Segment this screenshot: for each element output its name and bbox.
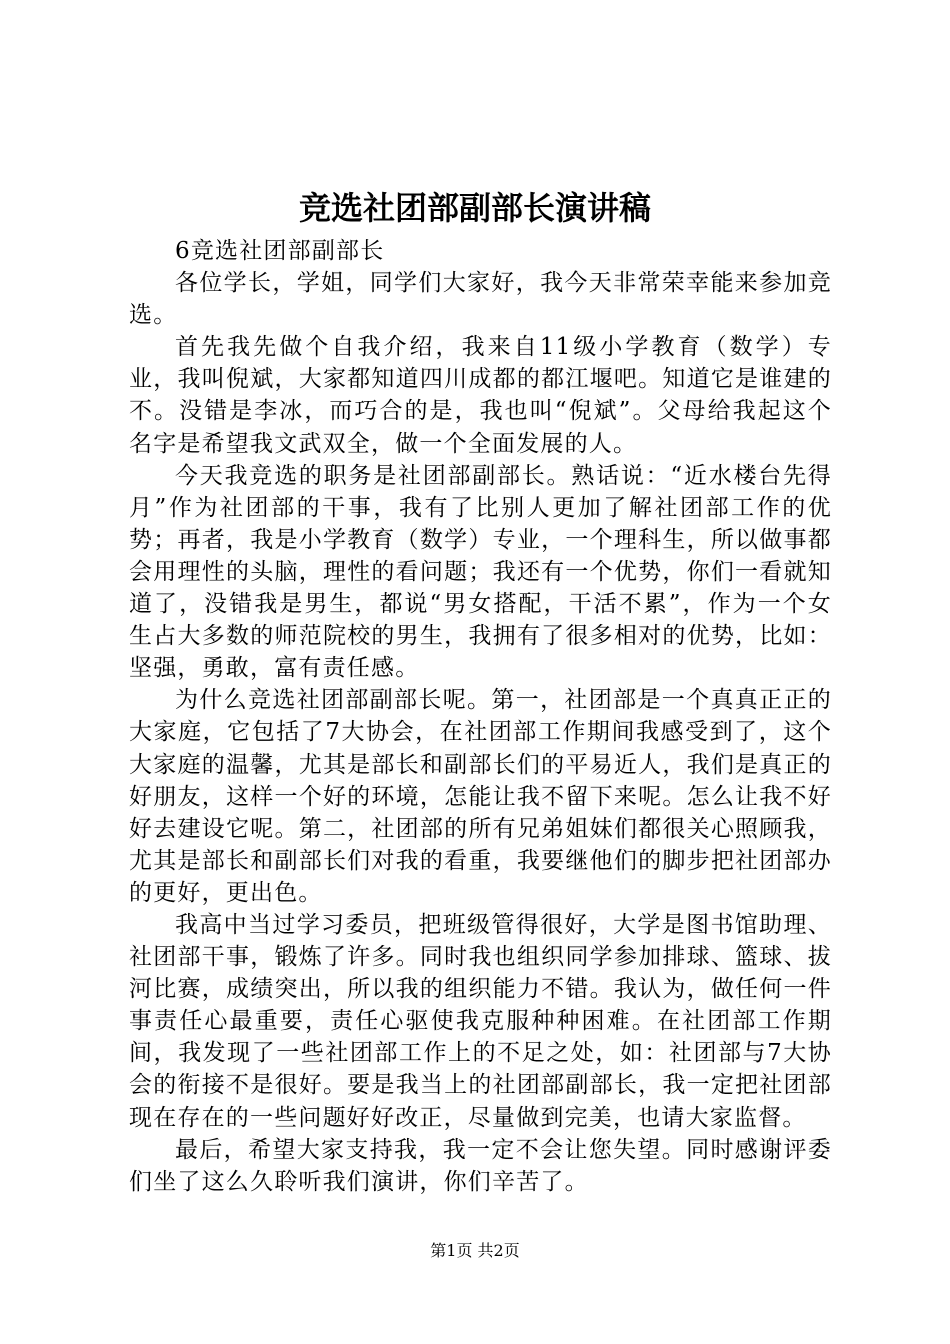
paragraph: 首先我先做个自我介绍，我来自11级小学教育（数学）专业，我叫倪斌，大家都知道四川成都的都江堰吧。知道它是谁建的不。没错是李冰，而巧合的是，我也叫“倪斌”。父母给我起这个名字是希望我文武双全，做一个全面发展的人。 <box>129 334 832 457</box>
paragraph: 最后，希望大家支持我，我一定不会让您失望。同时感谢评委们坐了这么久聆听我们演讲，你们辛苦了。 <box>129 1136 832 1195</box>
paragraph: 我高中当过学习委员，把班级管得很好，大学是图书馆助理、社团部干事，锻炼了许多。同时我也组织同学参加排球、篮球、拔河比赛，成绩突出，所以我的组织能力不错。我认为，做任何一件事责任心最重要，责任心驱使我克服种种困难。在社团部工作期间，我发现了一些社团部工作上的不足之处，如：社团部与7大协会的衔接不是很好。要是我当上的社团部副部长，我一定把社团部现在存在的一些问题好好改正，尽量做到完美，也请大家监督。 <box>129 911 832 1131</box>
paragraph: 6竞选社团部副部长 <box>175 238 385 264</box>
page-number-footer: 第1页 共2页 <box>430 1241 520 1260</box>
page-title: 竞选社团部副部长演讲稿 <box>298 189 651 227</box>
paragraph: 各位学长，学姐，同学们大家好，我今天非常荣幸能来参加竞选。 <box>129 270 832 329</box>
paragraph: 今天我竞选的职务是社团部副部长。熟话说：“近水楼台先得月”作为社团部的干事，我有了比别人更加了解社团部工作的优势；再者，我是小学教育（数学）专业，一个理科生，所以做事都会用理性的头脑，理性的看问题；我还有一个优势，你们一看就知道了，没错我是男生，都说“男女搭配，干活不累”，作为一个女生占大多数的师范院校的男生，我拥有了很多相对的优势，比如：坚强，勇敢，富有责任感。 <box>129 462 832 682</box>
paragraph: 为什么竞选社团部副部长呢。第一，社团部是一个真真正正的大家庭，它包括了7大协会，在社团部工作期间我感受到了，这个大家庭的温馨，尤其是部长和副部长们的平易近人，我们是真正的好朋友，这样一个好的环境，怎能让我不留下来呢。怎么让我不好好去建设它呢。第二，社团部的所有兄弟姐妹们都很关心照顾我，尤其是部长和副部长们对我的看重，我要继他们的脚步把社团部办的更好，更出色。 <box>129 687 832 906</box>
document-body <box>129 235 832 1198</box>
